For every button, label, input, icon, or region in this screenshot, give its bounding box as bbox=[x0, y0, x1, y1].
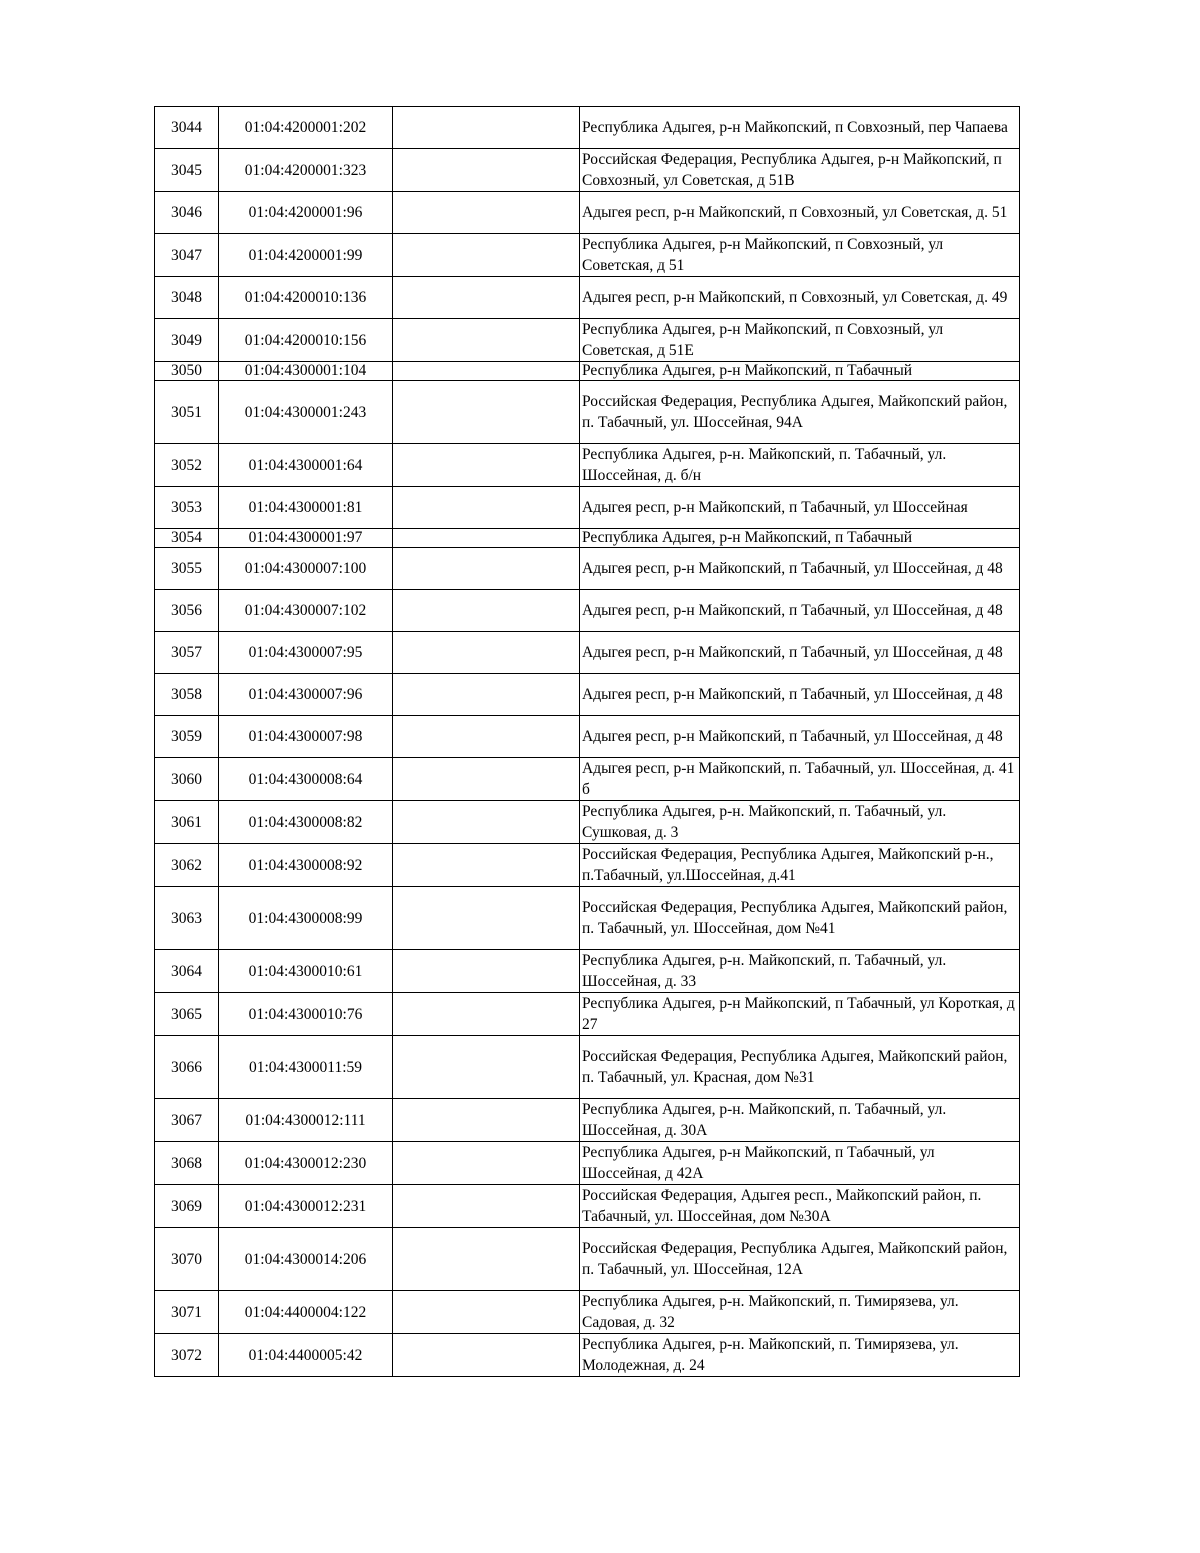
empty-cell bbox=[393, 590, 580, 632]
row-number-cell: 3072 bbox=[155, 1334, 219, 1377]
table-row bbox=[155, 1099, 1020, 1142]
row-number-cell: 3061 bbox=[155, 801, 219, 844]
empty-cell bbox=[393, 758, 580, 801]
address-cell: Республика Адыгея, р-н. Майкопский, п. Тимирязева, ул. Садовая, д. 32 bbox=[580, 1291, 1020, 1334]
cadastral-number-cell: 01:04:4200001:323 bbox=[219, 149, 393, 192]
empty-cell bbox=[393, 1142, 580, 1185]
empty-cell bbox=[393, 487, 580, 529]
address-cell: Российская Федерация, Республика Адыгея, Майкопский район, п. Табачный, ул. Красная, дом №31 bbox=[580, 1036, 1020, 1099]
row-number-cell: 3063 bbox=[155, 887, 219, 950]
cadastral-number-cell: 01:04:4300010:61 bbox=[219, 950, 393, 993]
address-cell: Адыгея респ, р-н Майкопский, п Табачный, ул Шоссейная, д 48 bbox=[580, 674, 1020, 716]
empty-cell bbox=[393, 529, 580, 548]
table-row bbox=[155, 993, 1020, 1036]
cadastral-number-cell: 01:04:4200010:156 bbox=[219, 319, 393, 362]
row-number-cell: 3067 bbox=[155, 1099, 219, 1142]
row-number-cell: 3050 bbox=[155, 362, 219, 381]
cadastral-number-cell: 01:04:4400004:122 bbox=[219, 1291, 393, 1334]
row-number-cell: 3059 bbox=[155, 716, 219, 758]
table-row bbox=[155, 1185, 1020, 1228]
address-cell: Республика Адыгея, р-н. Майкопский, п. Табачный, ул. Шоссейная, д. 33 bbox=[580, 950, 1020, 993]
table-row bbox=[155, 1036, 1020, 1099]
cadastral-number-cell: 01:04:4200001:99 bbox=[219, 234, 393, 277]
empty-cell bbox=[393, 1036, 580, 1099]
cadastral-number-cell: 01:04:4300011:59 bbox=[219, 1036, 393, 1099]
row-number-cell: 3064 bbox=[155, 950, 219, 993]
table-row bbox=[155, 1291, 1020, 1334]
empty-cell bbox=[393, 362, 580, 381]
address-cell: Адыгея респ, р-н Майкопский, п Табачный, ул Шоссейная, д 48 bbox=[580, 590, 1020, 632]
address-cell: Российская Федерация, Республика Адыгея, Майкопский район, п. Табачный, ул. Шоссейная, 94А bbox=[580, 381, 1020, 444]
address-cell: Адыгея респ, р-н Майкопский, п. Табачный, ул. Шоссейная, д. 41 б bbox=[580, 758, 1020, 801]
cadastral-number-cell: 01:04:4300007:98 bbox=[219, 716, 393, 758]
table-row bbox=[155, 1334, 1020, 1377]
empty-cell bbox=[393, 192, 580, 234]
table-row bbox=[155, 844, 1020, 887]
table-row bbox=[155, 950, 1020, 993]
address-cell: Республика Адыгея, р-н Майкопский, п Совхозный, пер Чапаева bbox=[580, 107, 1020, 149]
row-number-cell: 3048 bbox=[155, 277, 219, 319]
table-row bbox=[155, 887, 1020, 950]
row-number-cell: 3070 bbox=[155, 1228, 219, 1291]
row-number-cell: 3052 bbox=[155, 444, 219, 487]
empty-cell bbox=[393, 444, 580, 487]
address-cell: Республика Адыгея, р-н. Майкопский, п. Тимирязева, ул. Молодежная, д. 24 bbox=[580, 1334, 1020, 1377]
empty-cell bbox=[393, 1185, 580, 1228]
row-number-cell: 3047 bbox=[155, 234, 219, 277]
cadastral-number-cell: 01:04:4300007:95 bbox=[219, 632, 393, 674]
cadastral-number-cell: 01:04:4300001:104 bbox=[219, 362, 393, 381]
address-cell: Республика Адыгея, р-н Майкопский, п Табачный bbox=[580, 362, 1020, 381]
row-number-cell: 3054 bbox=[155, 529, 219, 548]
empty-cell bbox=[393, 674, 580, 716]
cadastral-number-cell: 01:04:4300012:231 bbox=[219, 1185, 393, 1228]
table-row bbox=[155, 149, 1020, 192]
row-number-cell: 3044 bbox=[155, 107, 219, 149]
cadastral-number-cell: 01:04:4300001:97 bbox=[219, 529, 393, 548]
cadastral-number-cell: 01:04:4300001:64 bbox=[219, 444, 393, 487]
cadastral-number-cell: 01:04:4200001:202 bbox=[219, 107, 393, 149]
address-cell: Российская Федерация, Адыгея респ., Майкопский район, п. Табачный, ул. Шоссейная, дом №30А bbox=[580, 1185, 1020, 1228]
cadastral-number-cell: 01:04:4300014:206 bbox=[219, 1228, 393, 1291]
address-cell: Российская Федерация, Республика Адыгея, Майкопский район, п. Табачный, ул. Шоссейная, дом №41 bbox=[580, 887, 1020, 950]
row-number-cell: 3046 bbox=[155, 192, 219, 234]
row-number-cell: 3060 bbox=[155, 758, 219, 801]
table-row bbox=[155, 1142, 1020, 1185]
table-row bbox=[155, 487, 1020, 529]
empty-cell bbox=[393, 319, 580, 362]
empty-cell bbox=[393, 277, 580, 319]
empty-cell bbox=[393, 716, 580, 758]
empty-cell bbox=[393, 632, 580, 674]
empty-cell bbox=[393, 1291, 580, 1334]
row-number-cell: 3053 bbox=[155, 487, 219, 529]
address-cell: Российская Федерация, Республика Адыгея, Майкопский р-н., п.Табачный, ул.Шоссейная, д.41 bbox=[580, 844, 1020, 887]
row-number-cell: 3071 bbox=[155, 1291, 219, 1334]
table-row bbox=[155, 234, 1020, 277]
address-cell: Республика Адыгея, р-н Майкопский, п Совхозный, ул Советская, д 51Е bbox=[580, 319, 1020, 362]
row-number-cell: 3057 bbox=[155, 632, 219, 674]
cadastral-number-cell: 01:04:4300007:102 bbox=[219, 590, 393, 632]
address-cell: Республика Адыгея, р-н Майкопский, п Совхозный, ул Советская, д 51 bbox=[580, 234, 1020, 277]
cadastral-number-cell: 01:04:4300008:82 bbox=[219, 801, 393, 844]
address-cell: Адыгея респ, р-н Майкопский, п Совхозный, ул Советская, д. 49 bbox=[580, 277, 1020, 319]
cadastral-number-cell: 01:04:4300008:64 bbox=[219, 758, 393, 801]
table-row bbox=[155, 548, 1020, 590]
row-number-cell: 3066 bbox=[155, 1036, 219, 1099]
empty-cell bbox=[393, 887, 580, 950]
cadastral-number-cell: 01:04:4300010:76 bbox=[219, 993, 393, 1036]
property-table bbox=[154, 106, 1020, 1377]
empty-cell bbox=[393, 149, 580, 192]
address-cell: Республика Адыгея, р-н Майкопский, п Табачный bbox=[580, 529, 1020, 548]
cadastral-number-cell: 01:04:4300001:243 bbox=[219, 381, 393, 444]
cadastral-number-cell: 01:04:4300001:81 bbox=[219, 487, 393, 529]
empty-cell bbox=[393, 1334, 580, 1377]
row-number-cell: 3065 bbox=[155, 993, 219, 1036]
address-cell: Адыгея респ, р-н Майкопский, п Табачный, ул Шоссейная, д 48 bbox=[580, 548, 1020, 590]
table-row bbox=[155, 674, 1020, 716]
address-cell: Адыгея респ, р-н Майкопский, п Совхозный, ул Советская, д. 51 bbox=[580, 192, 1020, 234]
table-row bbox=[155, 758, 1020, 801]
empty-cell bbox=[393, 548, 580, 590]
address-cell: Республика Адыгея, р-н. Майкопский, п. Табачный, ул. Шоссейная, д. б/н bbox=[580, 444, 1020, 487]
table-row bbox=[155, 319, 1020, 362]
table-row bbox=[155, 590, 1020, 632]
row-number-cell: 3068 bbox=[155, 1142, 219, 1185]
cadastral-number-cell: 01:04:4200010:136 bbox=[219, 277, 393, 319]
address-cell: Российская Федерация, Республика Адыгея, р-н Майкопский, п Совхозный, ул Советская, д 51В bbox=[580, 149, 1020, 192]
empty-cell bbox=[393, 950, 580, 993]
row-number-cell: 3058 bbox=[155, 674, 219, 716]
table-row bbox=[155, 192, 1020, 234]
table-row bbox=[155, 107, 1020, 149]
empty-cell bbox=[393, 993, 580, 1036]
property-table-body bbox=[155, 107, 1020, 1377]
row-number-cell: 3051 bbox=[155, 381, 219, 444]
address-cell: Адыгея респ, р-н Майкопский, п Табачный, ул Шоссейная, д 48 bbox=[580, 632, 1020, 674]
row-number-cell: 3049 bbox=[155, 319, 219, 362]
empty-cell bbox=[393, 107, 580, 149]
table-row bbox=[155, 716, 1020, 758]
address-cell: Республика Адыгея, р-н. Майкопский, п. Табачный, ул. Сушковая, д. 3 bbox=[580, 801, 1020, 844]
cadastral-number-cell: 01:04:4300012:111 bbox=[219, 1099, 393, 1142]
address-cell: Республика Адыгея, р-н Майкопский, п Табачный, ул Шоссейная, д 42А bbox=[580, 1142, 1020, 1185]
table-row bbox=[155, 529, 1020, 548]
row-number-cell: 3045 bbox=[155, 149, 219, 192]
cadastral-number-cell: 01:04:4200001:96 bbox=[219, 192, 393, 234]
table-row bbox=[155, 444, 1020, 487]
table-row bbox=[155, 381, 1020, 444]
address-cell: Республика Адыгея, р-н. Майкопский, п. Табачный, ул. Шоссейная, д. 30А bbox=[580, 1099, 1020, 1142]
cadastral-number-cell: 01:04:4300007:96 bbox=[219, 674, 393, 716]
table-row bbox=[155, 1228, 1020, 1291]
table-row bbox=[155, 801, 1020, 844]
empty-cell bbox=[393, 234, 580, 277]
empty-cell bbox=[393, 801, 580, 844]
empty-cell bbox=[393, 1099, 580, 1142]
address-cell: Адыгея респ, р-н Майкопский, п Табачный, ул Шоссейная bbox=[580, 487, 1020, 529]
empty-cell bbox=[393, 844, 580, 887]
address-cell: Адыгея респ, р-н Майкопский, п Табачный, ул Шоссейная, д 48 bbox=[580, 716, 1020, 758]
table-row bbox=[155, 362, 1020, 381]
cadastral-number-cell: 01:04:4300008:92 bbox=[219, 844, 393, 887]
cadastral-number-cell: 01:04:4300012:230 bbox=[219, 1142, 393, 1185]
row-number-cell: 3069 bbox=[155, 1185, 219, 1228]
row-number-cell: 3056 bbox=[155, 590, 219, 632]
cadastral-number-cell: 01:04:4300007:100 bbox=[219, 548, 393, 590]
row-number-cell: 3062 bbox=[155, 844, 219, 887]
cadastral-number-cell: 01:04:4400005:42 bbox=[219, 1334, 393, 1377]
table-row bbox=[155, 632, 1020, 674]
empty-cell bbox=[393, 1228, 580, 1291]
table-row bbox=[155, 277, 1020, 319]
empty-cell bbox=[393, 381, 580, 444]
row-number-cell: 3055 bbox=[155, 548, 219, 590]
address-cell: Республика Адыгея, р-н Майкопский, п Табачный, ул Короткая, д 27 bbox=[580, 993, 1020, 1036]
cadastral-number-cell: 01:04:4300008:99 bbox=[219, 887, 393, 950]
address-cell: Российская Федерация, Республика Адыгея, Майкопский район, п. Табачный, ул. Шоссейная, 12А bbox=[580, 1228, 1020, 1291]
